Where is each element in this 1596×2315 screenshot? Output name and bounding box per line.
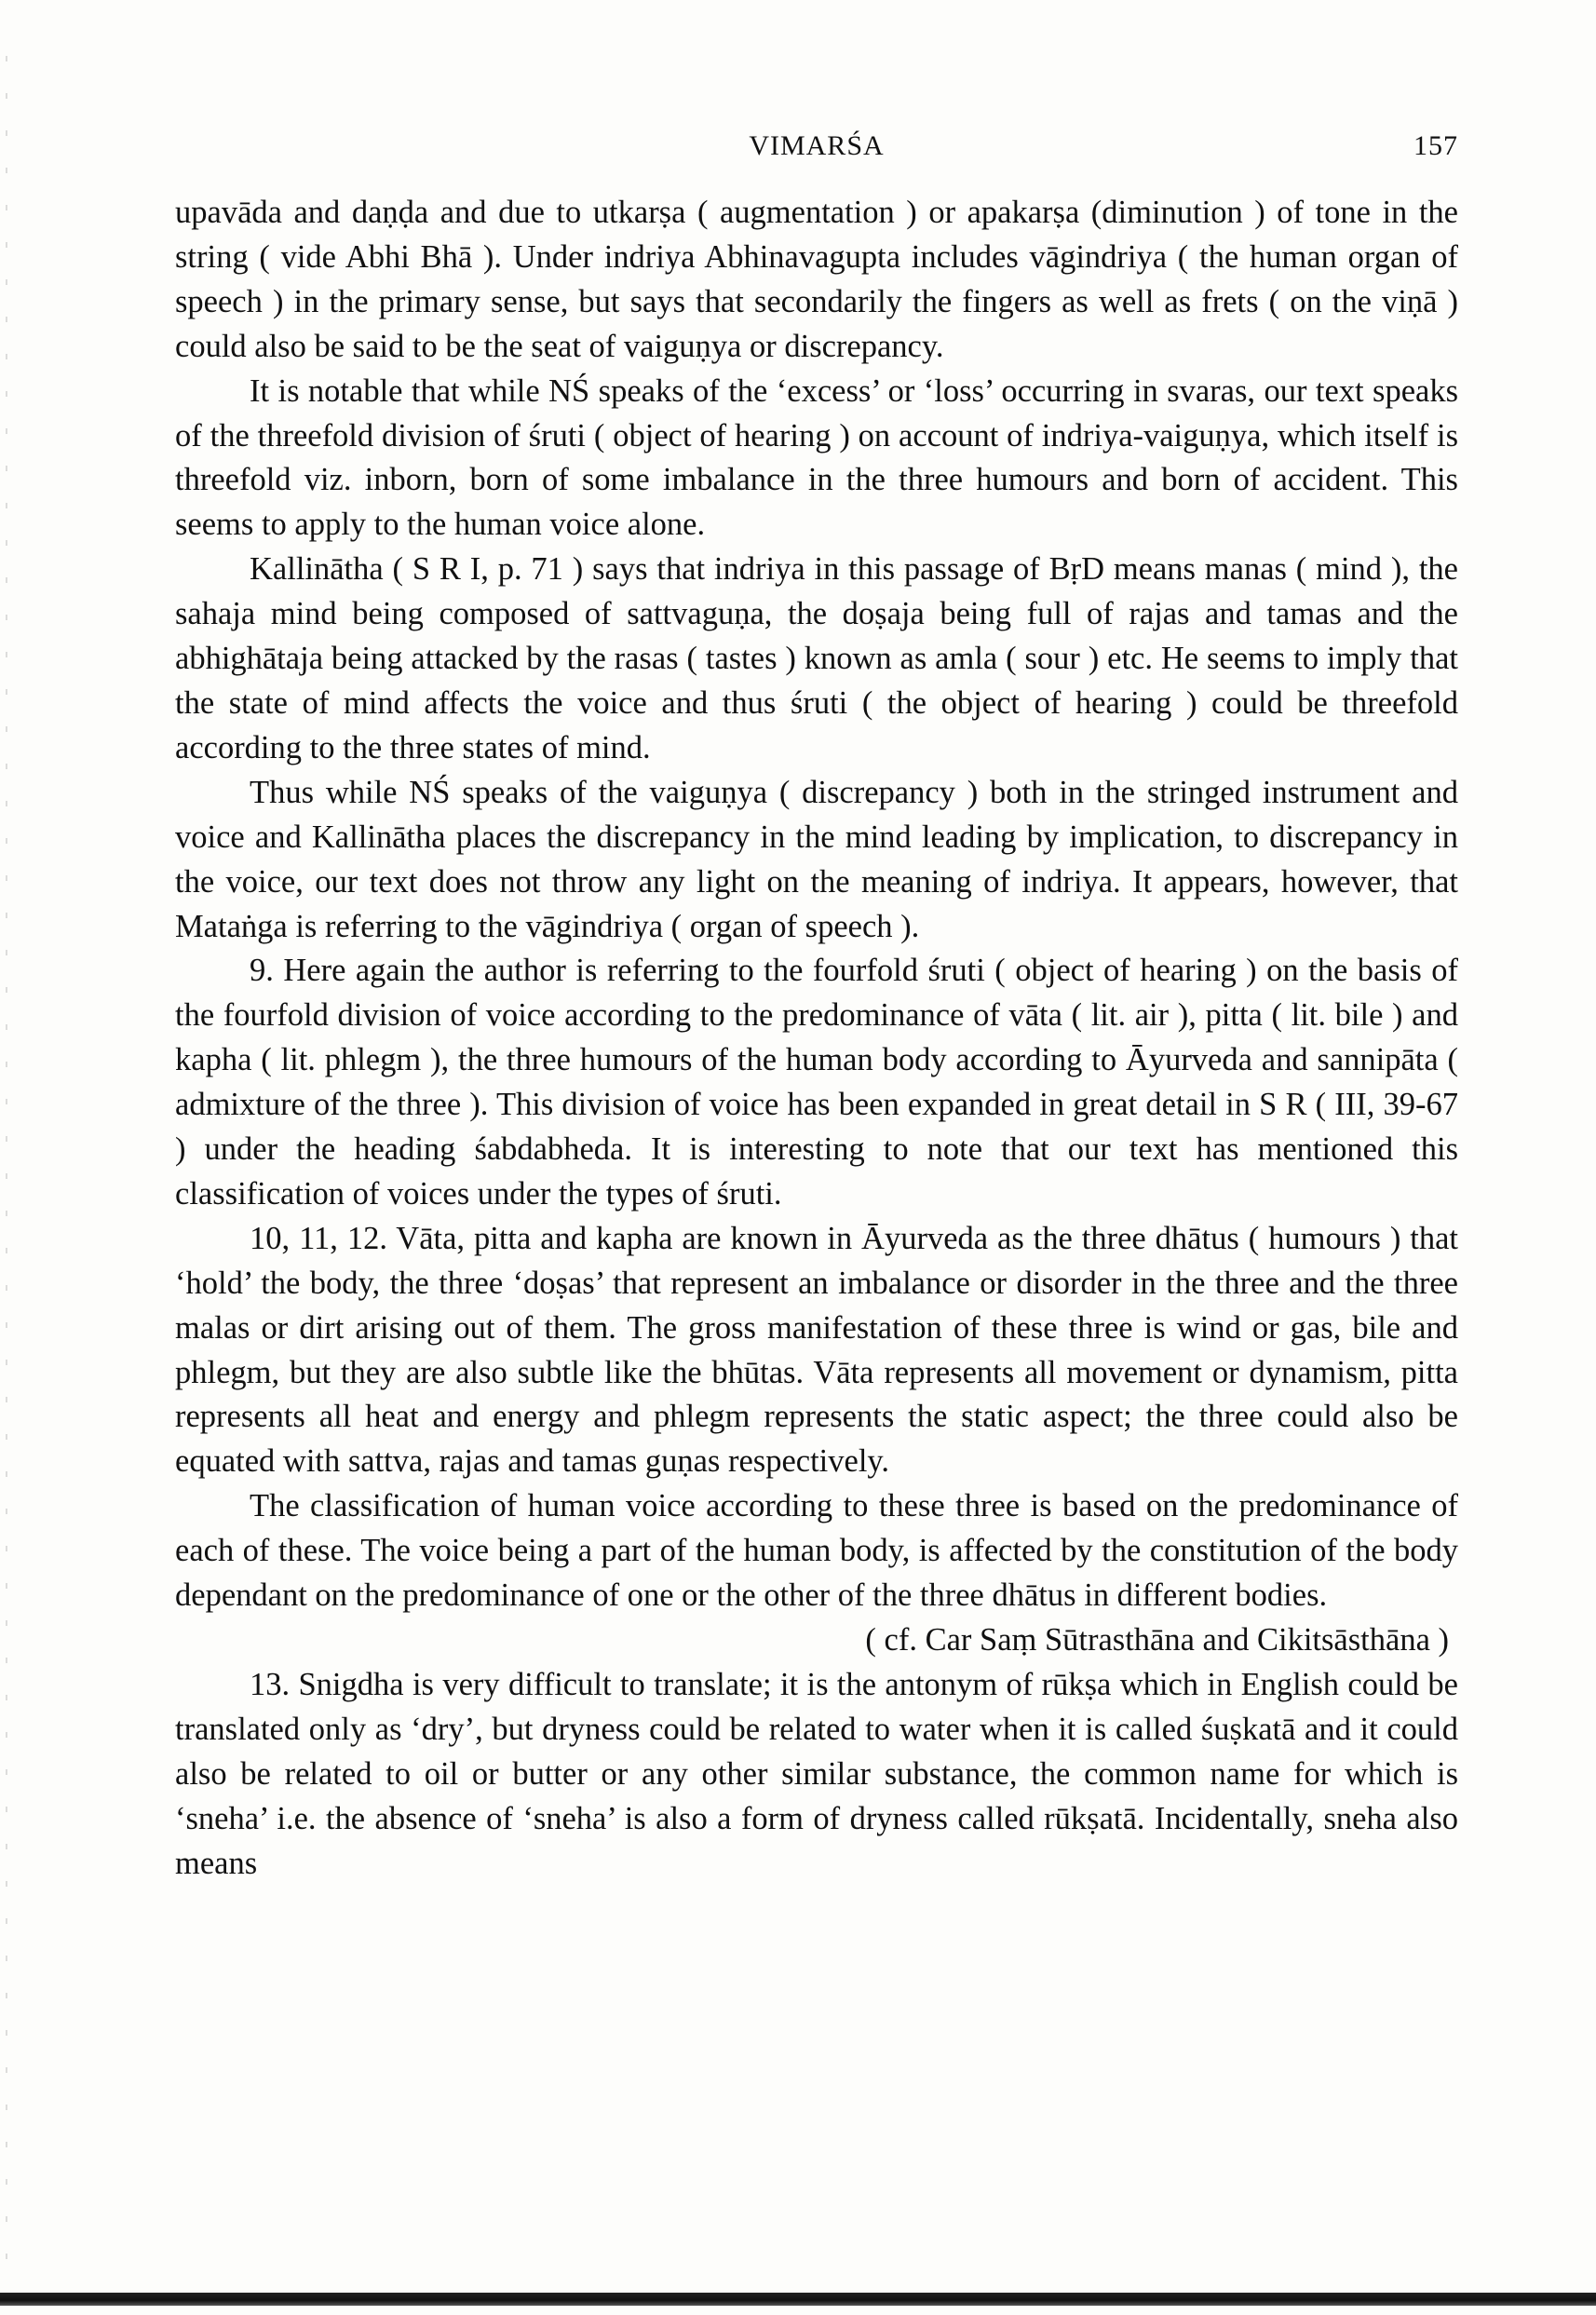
paragraph: It is notable that while NŚ speaks of the ‘excess’ or ‘loss’ occurring in svaras, our text speaks of the threefold division of śruti ( object of hearing ) on account of indriya-vaiguṇya, which itself is threefold viz. inborn, born of some imbalance in the three humours and born of accident. This seems to apply to the human voice alone. — [175, 372, 1458, 543]
paragraph: 13. Snigdha is very difficult to translate; it is the antonym of rūkṣa which in English could be translated only as ‘dry’, but dryness could be related to water when it is called śuṣkatā and it could also be related to oil or butter or any other similar substance, the common name for which is ‘sneha’ i.e. the absence of ‘sneha’ is also a form of dryness called rūkṣatā. Incidentally, sneha also means — [175, 1666, 1458, 1881]
paragraph: 10, 11, 12. Vāta, pitta and kapha are known in Āyurveda as the three dhātus ( humours ) that ‘hold’ the body, the three ‘doṣas’ that represent an imbalance or disorder in the three and the three malas or dirt arising out of them. The gross manifestation of these three is wind or gas, bile and phlegm, but they are also subtle like the bhūtas. Vāta represents all movement or dynamism, pitta represents all heat and energy and phlegm represents the static aspect; the three could also be equated with sattva, rajas and tamas guṇas respectively. — [175, 1220, 1458, 1480]
page-bottom-edge — [0, 2293, 1596, 2306]
scan-edge-artifact — [6, 56, 7, 2272]
paragraph: Thus while NŚ speaks of the vaiguṇya ( discrepancy ) both in the stringed instrument and voice and Kallinātha places the discrepancy in the mind leading by implication, to discrepancy in the voice, our text does not throw any light on the meaning of indriya. It appears, however, that Mataṅga is referring to the vāgindriya ( organ of speech ). — [175, 774, 1458, 944]
paragraph: The classification of human voice according to these three is based on the predominance of each of these. The voice being a part of the human body, is affected by the constitution of the body dependant on the predominance of one or the other of the three dhātus in different bodies. — [175, 1488, 1458, 1614]
citation: ( cf. Car Saṃ Sūtrasthāna and Cikitsāsthāna ) — [865, 1622, 1449, 1658]
paragraph: Kallinātha ( S R I, p. 71 ) says that indriya in this passage of BṛD means manas ( mind ), the sahaja mind being composed of sattvaguṇa, the doṣaja being full of rajas and tamas and the abhighātaja being attacked by the rasas ( tastes ) known as amla ( sour ) etc. He seems to imply that the state of mind affects the voice and thus śruti ( the object of hearing ) could be threefold according to the three states of mind. — [175, 551, 1458, 765]
page-header — [175, 130, 1458, 171]
paragraph: upavāda and daṇḍa and due to utkarṣa ( augmentation ) or apakarṣa (diminution ) of tone in the string ( vide Abhi Bhā ). Under indriya Abhinavagupta includes vāgindriya ( the human organ of speech ) in the primary sense, but says that secondarily the fingers as well as frets ( on the viṇā ) could also be said to be the seat of vaiguṇya or discrepancy. — [175, 195, 1458, 364]
running-head: VIMARŚA — [749, 130, 885, 161]
body-text — [175, 191, 1458, 1886]
paragraph: 9. Here again the author is referring to the fourfold śruti ( object of hearing ) on the basis of the fourfold division of voice according to the predominance of vāta ( lit. air ), pitta ( lit. bile ) and kapha ( lit. phlegm ), the three humours of the human body according to Āyurveda and sannipāta ( admixture of the three ). This division of voice has been expanded in great detail in S R ( III, 39-67 ) under the heading śabdabheda. It is interesting to note that our text has mentioned this classification of voices under the types of śruti. — [175, 953, 1458, 1212]
page-number: 157 — [1413, 130, 1458, 161]
